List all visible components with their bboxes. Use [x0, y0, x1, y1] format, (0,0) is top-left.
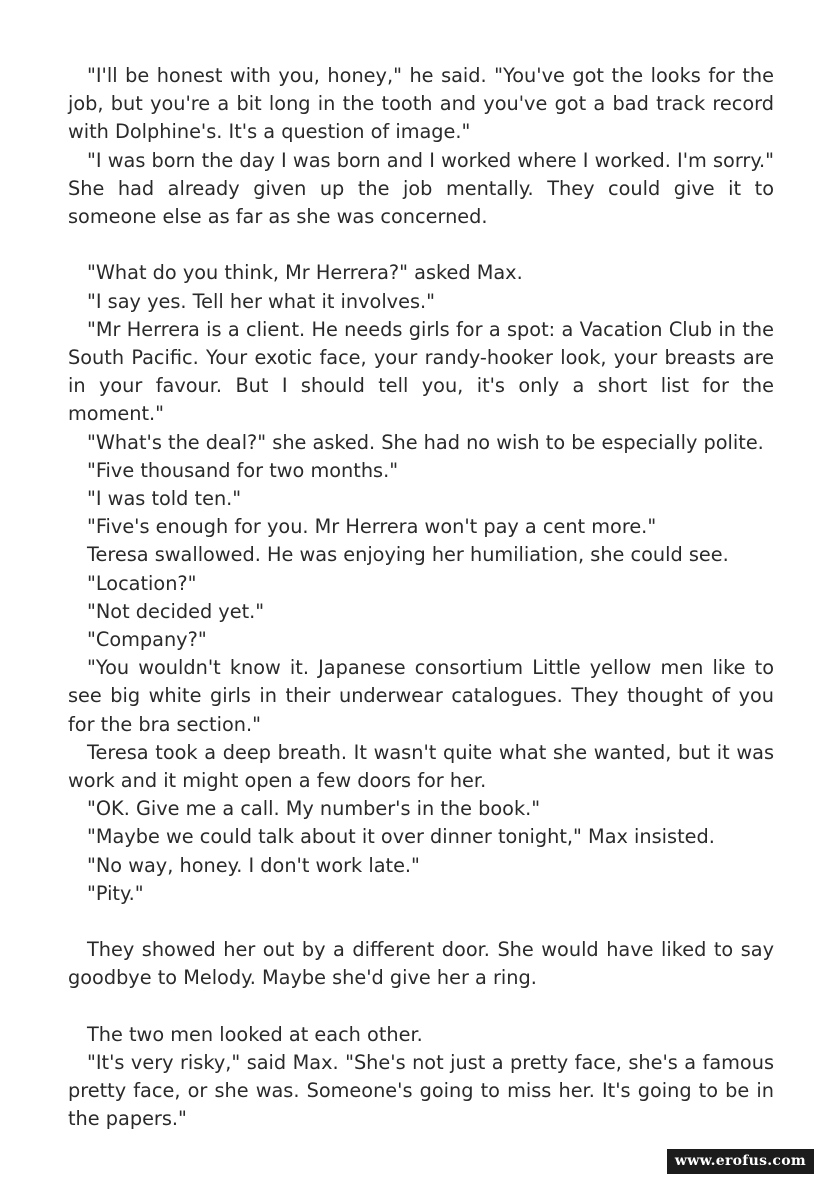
paragraph: "I'll be honest with you, honey," he said. "You've got the looks for the job, but you're a bit long in the tooth and you've got a bad track record with Dolphine's. It's a question of image." — [68, 64, 774, 144]
paragraph: "OK. Give me a call. My number's in the book." — [87, 797, 541, 821]
paragraph: "What's the deal?" she asked. She had no wish to be especially polite. — [87, 430, 764, 454]
paragraph: "What do you think, Mr Herrera?" asked Max. — [87, 261, 523, 285]
paragraph: "Company?" — [87, 628, 207, 652]
page-body-text — [68, 62, 774, 1134]
paragraph: Teresa swallowed. He was enjoying her humiliation, she could see. — [87, 543, 729, 567]
paragraph: "Five thousand for two months." — [87, 458, 399, 482]
paragraph: "You wouldn't know it. Japanese consortium Little yellow men like to see big white girls in their underwear catalogues. They thought of you for the bra section." — [68, 656, 774, 736]
paragraph: "I was born the day I was born and I worked where I worked. I'm sorry." She had already given up the job mentally. They could give it to someone else as far as she was concerned. — [68, 148, 774, 229]
paragraph: "Location?" — [87, 571, 197, 595]
paragraph: Teresa took a deep breath. It wasn't quite what she wanted, but it was work and it might open a few doors for her. — [68, 740, 774, 793]
paragraph: "Five's enough for you. Mr Herrera won't pay a cent more." — [87, 515, 657, 539]
paragraph: "Not decided yet." — [87, 599, 265, 623]
site-watermark: www.erofus.com — [667, 1149, 814, 1174]
paragraph: "I was told ten." — [87, 487, 242, 511]
paragraph: "No way, honey. I don't work late." — [87, 853, 420, 877]
paragraph: They showed her out by a different door. She would have liked to say goodbye to Melody. Maybe she'd give her a ring. — [68, 938, 774, 990]
paragraph: "Pity." — [87, 881, 144, 905]
paragraph: The two men looked at each other. — [87, 1022, 423, 1046]
paragraph: "Mr Herrera is a client. He needs girls for a spot: a Vacation Club in the South Pacific. Your exotic face, your randy-hooker look, your breasts are in your favour. But I should tell you, it's only a short list for the moment." — [68, 317, 774, 426]
paragraph: "It's very risky," said Max. "She's not just a pretty face, she's a famous pretty face, or she was. Someone's going to miss her. It's going to be in the papers." — [68, 1051, 774, 1131]
paragraph: "Maybe we could talk about it over dinner tonight," Max insisted. — [87, 825, 715, 849]
paragraph: "I say yes. Tell her what it involves." — [87, 289, 436, 313]
